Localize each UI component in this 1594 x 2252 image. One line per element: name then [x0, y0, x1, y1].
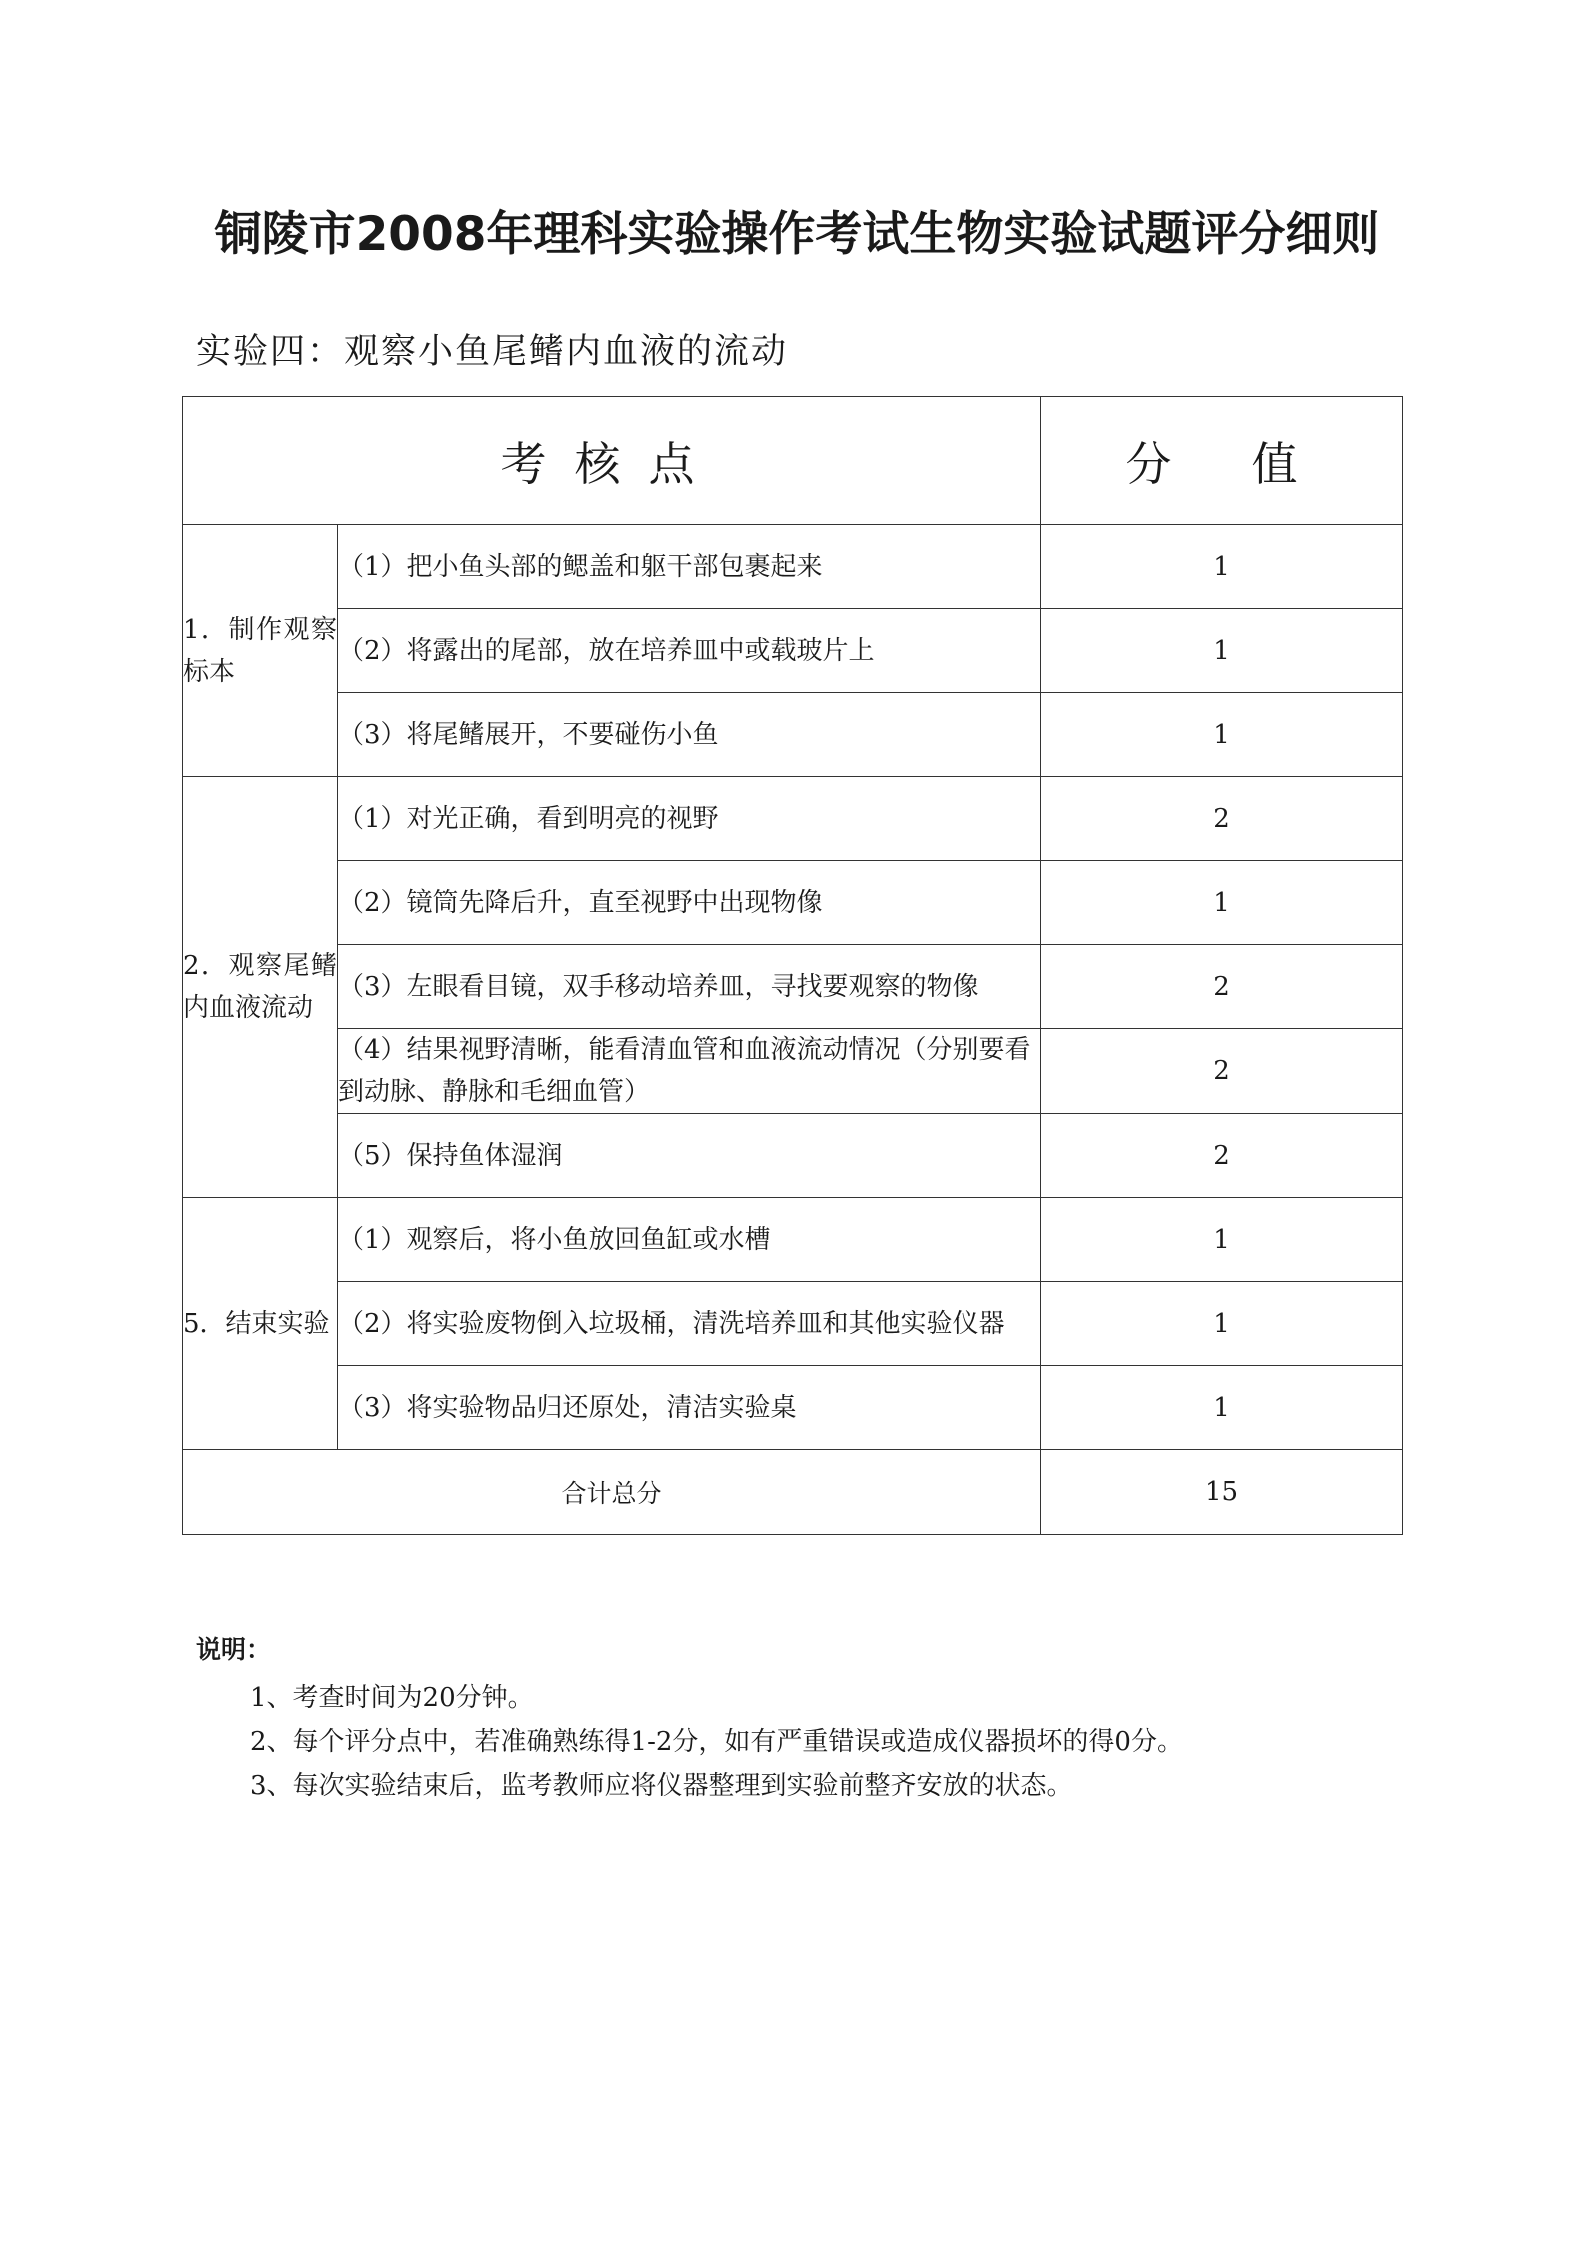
table-header-row [183, 397, 1403, 525]
score-value: 2 [1041, 945, 1403, 1029]
category-cell: 5．结束实验 [183, 1198, 338, 1450]
note-line: 3、每次实验结束后，监考教师应将仪器整理到实验前整齐安放的状态。 [250, 1771, 1073, 1801]
check-item: （1）把小鱼头部的鳃盖和躯干部包裹起来 [338, 525, 1041, 609]
total-row [183, 1450, 1403, 1535]
table-row [183, 693, 1403, 777]
notes-section [196, 1628, 1183, 1808]
check-item: （2）将实验废物倒入垃圾桶，清洗培养皿和其他实验仪器 [338, 1282, 1041, 1366]
check-item: （3）将尾鳍展开，不要碰伤小鱼 [338, 693, 1041, 777]
table-row [183, 1029, 1403, 1114]
table-row [183, 777, 1403, 861]
check-item: （1）观察后，将小鱼放回鱼缸或水槽 [338, 1198, 1041, 1282]
table-row [183, 1114, 1403, 1198]
table-row [183, 1198, 1403, 1282]
table-row [183, 945, 1403, 1029]
table-row [183, 1282, 1403, 1366]
score-value: 2 [1041, 1114, 1403, 1198]
table-row [183, 609, 1403, 693]
check-item: （1）对光正确，看到明亮的视野 [338, 777, 1041, 861]
total-label: 合计总分 [183, 1450, 1041, 1535]
header-check-points: 考核点 [183, 397, 1041, 525]
check-item: （2）镜筒先降后升，直至视野中出现物像 [338, 861, 1041, 945]
category-cell: 1．制作观察标本 [183, 525, 338, 777]
score-value: 1 [1041, 1282, 1403, 1366]
check-item: （3）左眼看目镜，双手移动培养皿，寻找要观察的物像 [338, 945, 1041, 1029]
score-value: 1 [1041, 525, 1403, 609]
scoring-table [182, 396, 1403, 1535]
score-value: 1 [1041, 609, 1403, 693]
score-value: 1 [1041, 1366, 1403, 1450]
score-value: 1 [1041, 1198, 1403, 1282]
total-score: 15 [1041, 1450, 1403, 1535]
score-value: 1 [1041, 693, 1403, 777]
header-score: 分值 [1041, 397, 1403, 525]
check-item: （3）将实验物品归还原处，清洁实验桌 [338, 1366, 1041, 1450]
check-item: （2）将露出的尾部，放在培养皿中或载玻片上 [338, 609, 1041, 693]
check-item: （4）结果视野清晰，能看清血管和血液流动情况（分别要看到动脉、静脉和毛细血管） [338, 1029, 1041, 1114]
experiment-title: 实验四：观察小鱼尾鳍内血液的流动 [196, 332, 789, 372]
category-cell: 2．观察尾鳍内血液流动 [183, 777, 338, 1198]
note-line: 2、每个评分点中，若准确熟练得1-2分，如有严重错误或造成仪器损坏的得0分。 [250, 1727, 1183, 1757]
table-row [183, 861, 1403, 945]
note-line: 1、考查时间为20分钟。 [250, 1683, 534, 1713]
score-value: 2 [1041, 777, 1403, 861]
score-value: 1 [1041, 861, 1403, 945]
table-row [183, 1366, 1403, 1450]
notes-label: 说明： [196, 1635, 272, 1664]
document-title: 铜陵市2008年理科实验操作考试生物实验试题评分细则 [214, 207, 1380, 262]
table-row [183, 525, 1403, 609]
check-item: （5）保持鱼体湿润 [338, 1114, 1041, 1198]
score-value: 2 [1041, 1029, 1403, 1114]
